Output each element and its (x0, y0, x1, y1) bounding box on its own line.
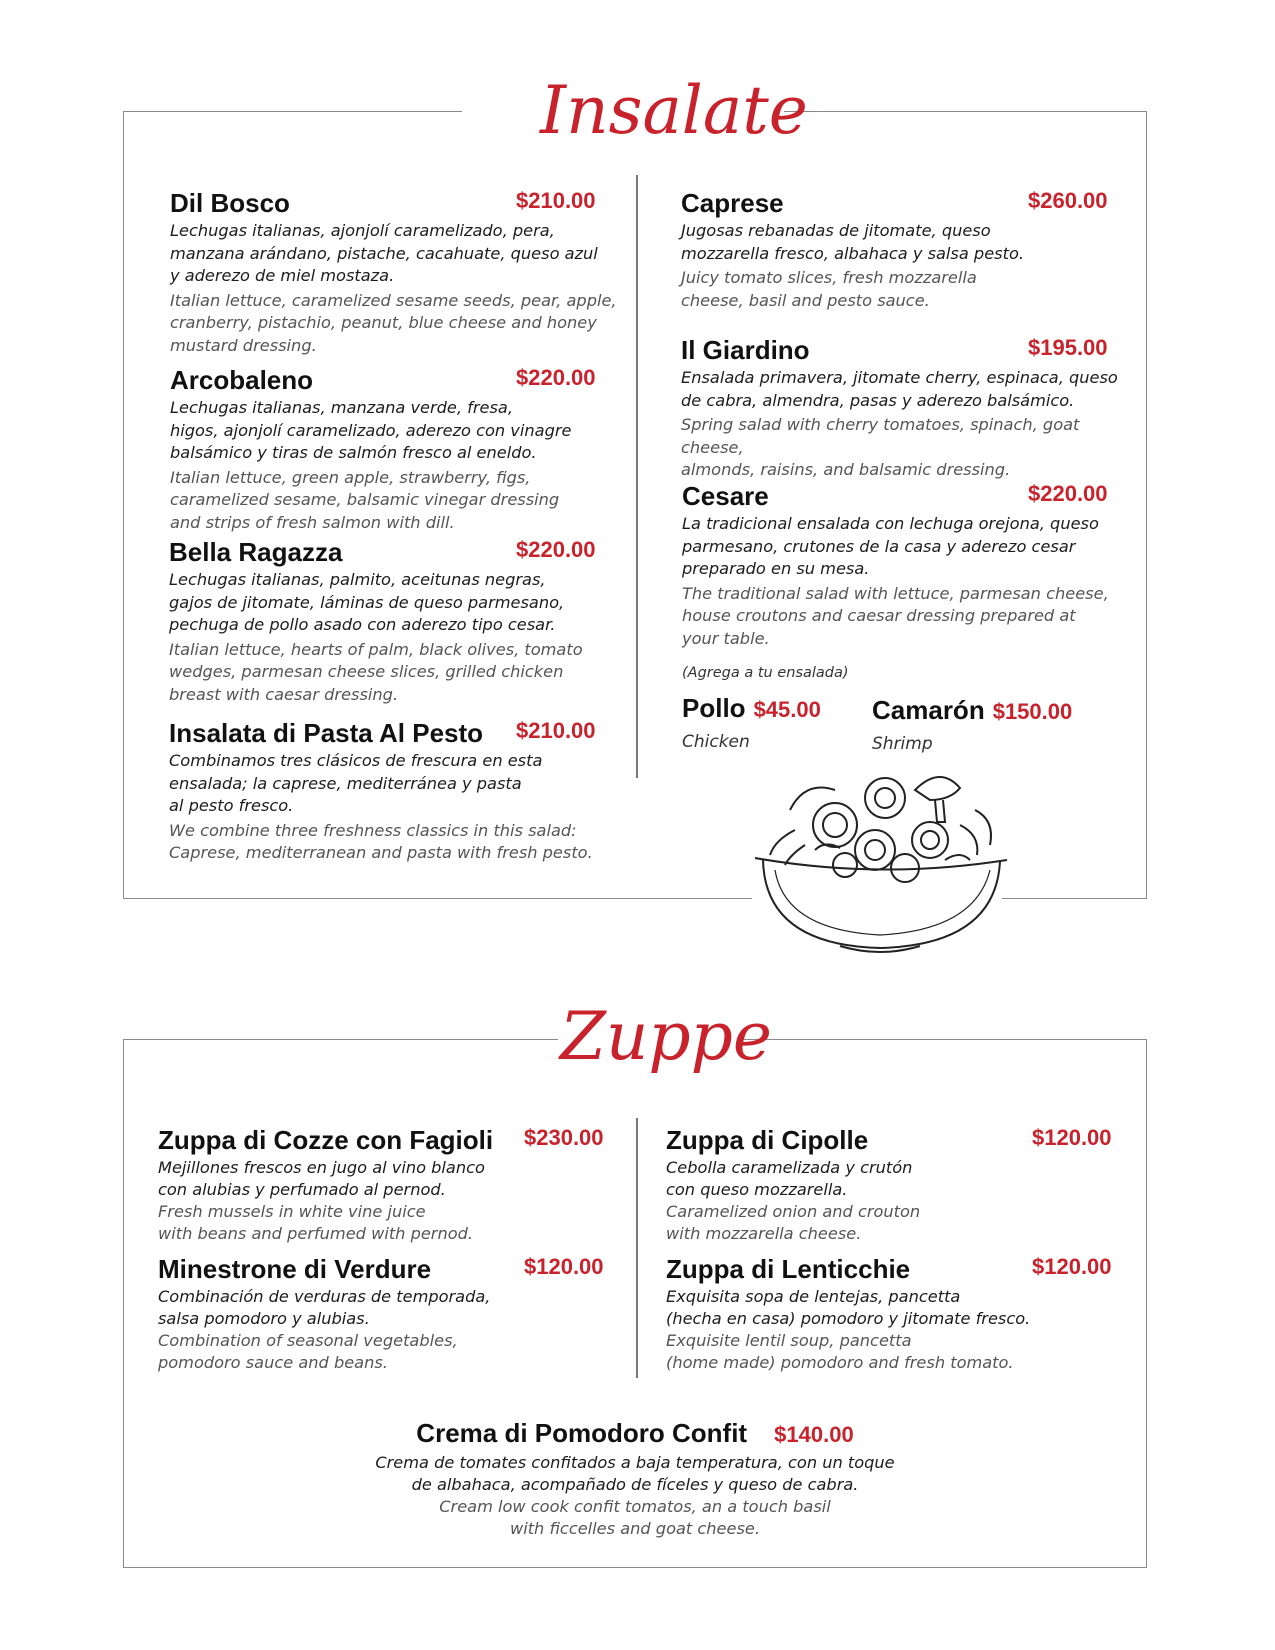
item-price: $210.00 (516, 188, 596, 213)
item-name: Crema di Pomodoro Confit (416, 1418, 748, 1448)
item-name: Il Giardino (681, 335, 810, 365)
addon-translation: Chicken (682, 732, 750, 752)
addon-note: (Agrega a tu ensalada) (682, 665, 849, 681)
menu-item-zuppa-di-lenticchie (666, 1254, 1136, 1374)
item-price: $120.00 (524, 1254, 604, 1279)
item-description-en: Caramelized onion and crouton with mozzarella cheese. (666, 1202, 921, 1243)
item-name: Caprese (681, 188, 784, 218)
item-description-en: Combination of seasonal vegetables, pomodoro sauce and beans. (158, 1331, 458, 1372)
item-description-en: Italian lettuce, hearts of palm, black olives, tomato wedges, parmesan cheese slices, grilled chicken breast with caesar dressing. (169, 639, 583, 704)
item-name: Insalata di Pasta Al Pesto (169, 718, 484, 748)
item-description-es: Jugosas rebanadas de jitomate, queso mozzarella fresco, albahaca y salsa pesto. (681, 221, 1024, 263)
menu-item-caprese (681, 188, 1131, 312)
addon-translation: Shrimp (872, 734, 933, 754)
item-description-es: La tradicional ensalada con lechuga orejona, queso parmesano, crutones de la casa y aderezo cesar preparado en su mesa. (682, 514, 1099, 578)
item-price: $220.00 (1028, 481, 1108, 506)
item-description-en: Exquisite lentil soup, pancetta (home made) pomodoro and fresh tomato. (666, 1331, 1014, 1372)
item-description-es: Combinación de verduras de temporada, salsa pomodoro y alubias. (158, 1287, 491, 1328)
item-name: Zuppa di Cipolle (666, 1125, 869, 1155)
menu-item-cesare (682, 481, 1142, 650)
item-name: Minestrone di Verdure (158, 1254, 432, 1284)
insalate-section-title: Insalate (540, 72, 808, 149)
addon-price: $150.00 (992, 699, 1073, 724)
item-name: Dil Bosco (170, 188, 290, 218)
item-price: $260.00 (1028, 188, 1108, 213)
item-price: $230.00 (524, 1125, 604, 1150)
item-price: $120.00 (1032, 1125, 1112, 1150)
item-description-es: Mejillones frescos en jugo al vino blanco con alubias y perfumado al pernod. (158, 1158, 485, 1199)
item-description-en: Juicy tomato slices, fresh mozzarella cheese, basil and pesto sauce. (681, 268, 977, 310)
item-price: $210.00 (516, 718, 596, 743)
item-price: $140.00 (774, 1422, 854, 1447)
zuppe-column-divider (636, 1118, 638, 1378)
menu-item-zuppa-di-cozze (158, 1125, 628, 1245)
item-description-en: Spring salad with cherry tomatoes, spinach, goat cheese, almonds, raisins, and balsamic dressing. (681, 415, 1080, 479)
item-description-es: Combinamos tres clásicos de frescura en esta ensalada; la caprese, mediterránea y pasta al pesto fresco. (169, 751, 543, 815)
item-description-en: Italian lettuce, green apple, strawberry, figs, caramelized sesame, balsamic vinegar dressing and strips of fresh salmon with dill. (170, 467, 560, 532)
menu-item-arcobaleno (170, 365, 630, 534)
addon-camaron (872, 695, 1072, 754)
menu-item-zuppa-di-cipolle (666, 1125, 1136, 1245)
item-description-es: Crema de tomates confitados a baja temperatura, con un toque de albahaca, acompañado de fíceles y queso de cabra. (375, 1453, 895, 1494)
item-description-es: Lechugas italianas, manzana verde, fresa, higos, ajonjolí caramelizado, aderezo con vinagre balsámico y tiras de salmón fresco al eneldo. (170, 398, 572, 462)
item-description-es: Lechugas italianas, ajonjolí caramelizado, pera, manzana arándano, pistache, cacahuate, queso azul y aderezo de miel mostaza. (170, 221, 598, 285)
item-price: $195.00 (1028, 335, 1108, 360)
item-price: $220.00 (516, 365, 596, 390)
menu-item-insalata-di-pasta (169, 718, 629, 865)
item-description-es: Lechugas italianas, palmito, aceitunas negras, gajos de jitomate, láminas de queso parmesano, pechuga de pollo asado con aderezo tipo cesar. (169, 570, 565, 634)
item-price: $120.00 (1032, 1254, 1112, 1279)
item-description-es: Ensalada primavera, jitomate cherry, espinaca, queso de cabra, almendra, pasas y aderezo balsámico. (681, 368, 1118, 410)
menu-item-il-giardino (681, 335, 1141, 482)
item-name: Zuppa di Lenticchie (666, 1254, 911, 1284)
menu-item-crema-di-pomodoro (285, 1418, 985, 1540)
item-name: Bella Ragazza (169, 537, 343, 567)
addon-price: $45.00 (753, 697, 821, 722)
item-name: Zuppa di Cozze con Fagioli (158, 1125, 494, 1155)
addon-name: Pollo (682, 693, 746, 723)
item-description-es: Cebolla caramelizada y crutón con queso mozzarella. (666, 1158, 913, 1199)
item-description-en: Italian lettuce, caramelized sesame seeds, pear, apple, cranberry, pistachio, peanut, blue cheese and honey mustard dressing. (170, 290, 617, 355)
item-name: Arcobaleno (170, 365, 314, 395)
insalate-column-divider (636, 175, 638, 778)
menu-item-bella-ragazza (169, 537, 629, 706)
menu-item-dil-bosco (170, 188, 630, 357)
item-description-en: The traditional salad with lettuce, parmesan cheese, house croutons and caesar dressing prepared at your table. (682, 583, 1109, 648)
salad-bowl-icon (745, 770, 1015, 960)
zuppe-section-title: Zuppe (560, 998, 772, 1075)
addon-pollo (682, 693, 821, 752)
item-description-es: Exquisita sopa de lentejas, pancetta (hecha en casa) pomodoro y jitomate fresco. (666, 1287, 1031, 1328)
item-description-en: We combine three freshness classics in this salad: Caprese, mediterranean and pasta with fresh pesto. (169, 820, 593, 862)
item-description-en: Cream low cook confit tomatos, an a touch basil with ficcelles and goat cheese. (439, 1497, 831, 1538)
addon-name: Camarón (872, 695, 985, 725)
item-price: $220.00 (516, 537, 596, 562)
item-description-en: Fresh mussels in white vine juice with beans and perfumed with pernod. (158, 1202, 474, 1243)
menu-item-minestrone (158, 1254, 628, 1374)
item-name: Cesare (682, 481, 769, 511)
